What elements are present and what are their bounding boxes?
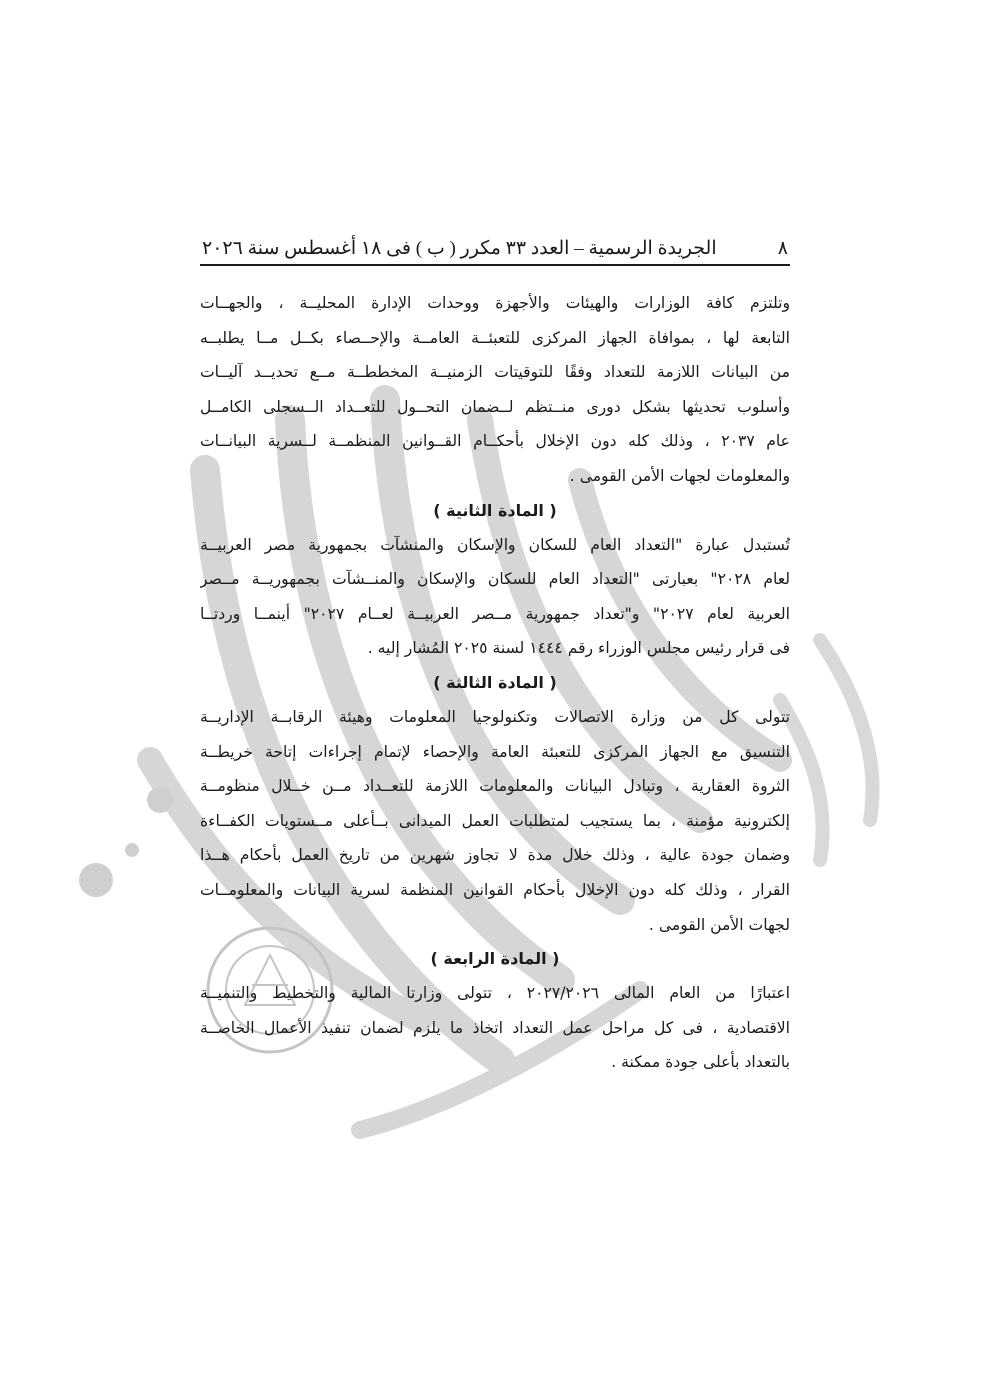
- watermark-dot: [125, 843, 139, 857]
- paragraph-line: وتلتزم كافة الوزارات والهيئات والأجهزة ووحدات الإدارة المحليــة ، والجهــات: [200, 294, 790, 312]
- watermark-dot: [147, 787, 173, 813]
- paragraph-line: العربية لعام ٢٠٢٧" و"تعداد جمهورية مــصر العربيــة لعــام ٢٠٢٧" أينمــا وردتــا: [200, 604, 790, 623]
- paragraph-line: تتولى كل من وزارة الاتصالات وتكنولوجيا المعلومات وهيئة الرقابــة الإداريــة: [200, 707, 790, 726]
- paragraph-line: الاقتصادية ، فى كل مراحل عمل التعداد اتخاذ ما يلزم لضمان تنفيذ الأعمال الخاصــة: [200, 1018, 790, 1037]
- paragraph-line: اعتبارًا من العام المالى ٢٠٢٧/٢٠٢٦ ، تتولى وزارتا المالية والتخطيط والتنميــة: [200, 984, 790, 1003]
- paragraph-line: لعام ٢٠٢٨" بعبارتى "التعداد العام للسكان والإسكان والمنــشآت بجمهوريــة مــصر: [200, 570, 790, 589]
- paragraph-line: عام ٢٠٣٧ ، وذلك كله دون الإخلال بأحكــام القــوانين المنظمــة لــسرية البيانــات: [200, 432, 790, 451]
- page-header: [200, 222, 790, 260]
- article-2-body: [200, 528, 790, 666]
- paragraph-line: الثروة العقارية ، وتبادل البيانات والمعلومات اللازمة للتعــداد مــن خــلال منظومــة: [200, 777, 790, 796]
- watermark-dot: [79, 863, 113, 897]
- paragraph-line: فى قرار رئيس مجلس الوزراء رقم ١٤٤٤ لسنة ٢٠٢٥ المُشار إليه .: [367, 639, 790, 658]
- gazette-title: الجريدة الرسمية – العدد ٣٣ مكرر ( ب ) فى ١٨ أغسطس سنة ٢٠٢٦: [202, 238, 717, 259]
- watermark-stroke: [820, 640, 873, 820]
- paragraph-line: وأسلوب تحديثها بشكل دورى منــتظم لــضمان التحــول للتعــداد الــسجلى الكامــل: [200, 397, 790, 416]
- page-number: ٨: [777, 238, 788, 259]
- paragraph-line: التنسيق مع الجهاز المركزى للتعبئة العامة والإحصاء لإتمام إجراءات إتاحة خريطــة: [200, 742, 790, 761]
- intro-paragraph: [200, 286, 790, 494]
- article-4-body: [200, 976, 790, 1080]
- article-2-title: ( المادة الثانية ): [433, 500, 557, 520]
- paragraph-line: تُستبدل عبارة "التعداد العام للسكان والإسكان والمنشآت بجمهورية مصر العربيــة: [200, 535, 790, 554]
- paragraph-line: وضمان جودة عالية ، وذلك خلال مدة لا تجاوز شهرين من تاريخ العمل بأحكام هــذا: [200, 846, 790, 865]
- document-page: [200, 222, 790, 1080]
- paragraph-line: التابعة لها ، بموافاة الجهاز المركزى للتعبئــة العامــة والإحــصاء بكــل مــا يطلبــه: [200, 328, 790, 347]
- header-divider: [200, 264, 790, 266]
- article-3-title: ( المادة الثالثة ): [433, 672, 557, 692]
- paragraph-line: بالتعداد بأعلى جودة ممكنة .: [611, 1053, 790, 1072]
- paragraph-line: إلكترونية مؤمنة ، بما يستجيب لمتطلبات العمل الميدانى بــأعلى مــستويات الكفــاءة: [200, 811, 790, 830]
- paragraph-line: لجهات الأمن القومى .: [648, 915, 790, 934]
- paragraph-line: والمعلومات لجهات الأمن القومى .: [569, 466, 790, 485]
- paragraph-line: من البيانات اللازمة للتعداد وفقًا للتوقيتات الزمنيــة المخططــة مــع تحديــد آليــات: [200, 363, 790, 382]
- paragraph-line: القرار ، وذلك كله دون الإخلال بأحكام القوانين المنظمة لسرية البيانات والمعلومــات: [200, 880, 790, 899]
- article-4-title: ( المادة الرابعة ): [430, 949, 560, 969]
- article-3-body: [200, 700, 790, 942]
